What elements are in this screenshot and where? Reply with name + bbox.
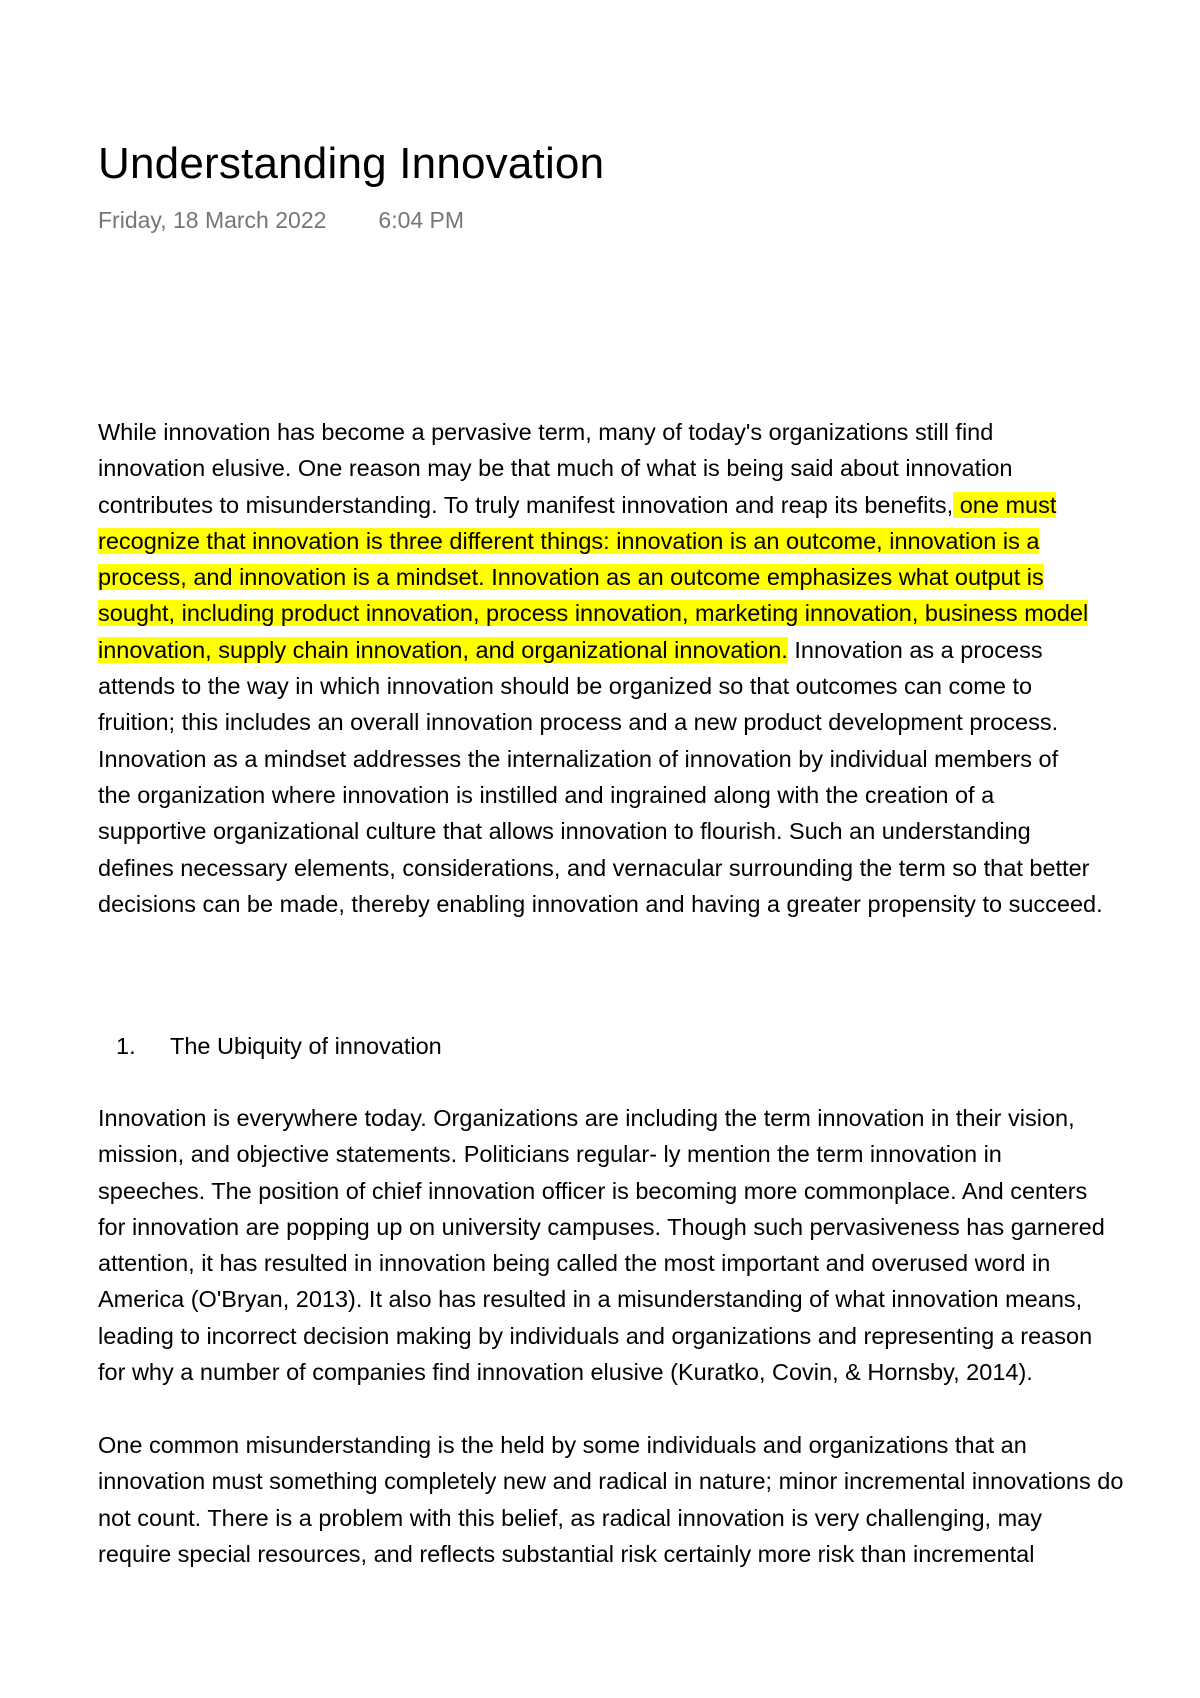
- highlighted-text: one must: [953, 491, 1057, 518]
- page-timestamp: [98, 204, 464, 236]
- intro-line: attends to the way in which innovation should be organized so that outcomes can come to: [98, 673, 1033, 700]
- paragraph-line: speeches. The position of chief innovation officer is becoming more commonplace. And centers: [98, 1177, 1088, 1204]
- paragraph-line: One common misunderstanding is the held by some individuals and organizations that an: [98, 1432, 1027, 1458]
- page-time: 6:04 PM: [378, 207, 465, 233]
- intro-line: defines necessary elements, considerations, and vernacular surrounding the term so that better: [98, 854, 1090, 881]
- paragraph-line: attention, it has resulted in innovation being called the most important and overused word in: [98, 1250, 1051, 1277]
- section-heading-text: The Ubiquity of innovation: [170, 1033, 442, 1059]
- paragraph-line: require special resources, and reflects substantial risk certainly more risk than incremental: [98, 1540, 1035, 1567]
- paragraph-line: for why a number of companies find innovation elusive (Kuratko, Covin, & Hornsby, 2014).: [98, 1359, 1033, 1386]
- intro-line: innovation, supply chain innovation, and organizational innovation. Innovation as a process: [98, 636, 1043, 663]
- paragraph-line: Innovation is everywhere today. Organizations are including the term innovation in their vision,: [98, 1105, 1075, 1131]
- highlighted-text: innovation, supply chain innovation, and organizational innovation.: [98, 636, 788, 663]
- misunderstanding-paragraph: [98, 1427, 1200, 1572]
- intro-line: [98, 559, 1200, 595]
- intro-paragraph: [98, 414, 1200, 922]
- page-date: Friday, 18 March 2022: [98, 207, 327, 233]
- paragraph-line: leading to incorrect decision making by individuals and organizations and representing a reason: [98, 1322, 1093, 1349]
- ubiquity-paragraph: [98, 1100, 1200, 1390]
- highlighted-text: recognize that innovation is three different things: innovation is an outcome, innovation is a: [98, 527, 1040, 554]
- intro-line: While innovation has become a pervasive term, many of today's organizations still find: [98, 419, 994, 445]
- intro-line: [98, 523, 1200, 559]
- intro-line: the organization where innovation is instilled and ingrained along with the creation of a: [98, 781, 995, 808]
- list-number: 1.: [116, 1033, 136, 1059]
- paragraph-line: America (O'Bryan, 2013). It also has resulted in a misunderstanding of what innovation means,: [98, 1286, 1083, 1313]
- intro-line: decisions can be made, thereby enabling innovation and having a greater propensity to succeed.: [98, 890, 1103, 917]
- page-title: Understanding Innovation: [98, 139, 605, 188]
- intro-line: contributes to misunderstanding. To truly manifest innovation and reap its benefits, one must: [98, 491, 1057, 518]
- intro-line: fruition; this includes an overall innovation process and a new product development process.: [98, 709, 1059, 736]
- paragraph-line: mission, and objective statements. Politicians regular- ly mention the term innovation in: [98, 1141, 1002, 1168]
- highlighted-text: sought, including product innovation, process innovation, marketing innovation, business model: [98, 600, 1089, 627]
- intro-line: Innovation as a mindset addresses the internalization of innovation by individual members of: [98, 745, 1059, 772]
- intro-line: supportive organizational culture that allows innovation to flourish. Such an understanding: [98, 818, 1031, 845]
- intro-line: innovation elusive. One reason may be that much of what is being said about innovation: [98, 455, 1013, 482]
- section-heading-ubiquity: [116, 1028, 442, 1064]
- intro-line: [98, 595, 1200, 631]
- paragraph-line: not count. There is a problem with this belief, as radical innovation is very challenging, may: [98, 1504, 1042, 1531]
- highlighted-text: process, and innovation is a mindset. Innovation as an outcome emphasizes what output is: [98, 564, 1044, 591]
- paragraph-line: innovation must something completely new and radical in nature; minor incremental innovations do: [98, 1468, 1124, 1495]
- paragraph-line: for innovation are popping up on university campuses. Though such pervasiveness has garnered: [98, 1213, 1105, 1240]
